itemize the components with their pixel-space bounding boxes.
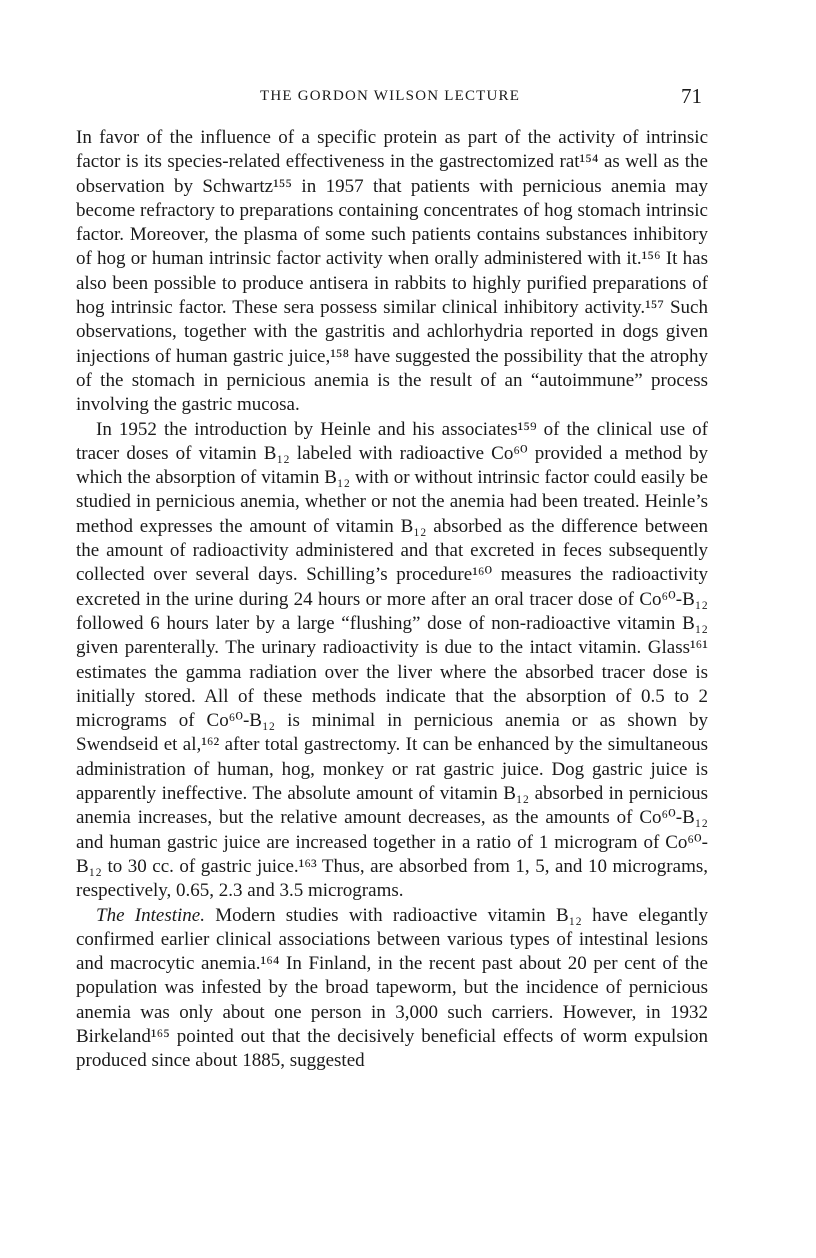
paragraph-intrinsic-factor: In favor of the influence of a specific protein as part of the activity of intrinsic factor is its species-related effectiveness in the gastrectomized rat¹⁵⁴ as well as the observation by Schwartz¹⁵⁵ in 1957 that patients with pernicious anemia may become refractory to preparations containing concentrates of hog stomach intrinsic factor. Moreover, the plasma of some such patients contains substances inhibitory of hog or human intrinsic factor activity when orally administered with it.¹⁵⁶ It has also been possible to produce antisera in rabbits to highly purified preparations of hog intrinsic factor. These sera possess similar clinical inhibitory activity.¹⁵⁷ Such observations, together with the gastritis and achlorhydria reported in dogs given injections of human gastric juice,¹⁵⁸ have suggested the possibility that the atrophy of the stomach in pernicious anemia is the result of an “autoimmune” process involving the gastric mucosa. (76, 127, 708, 416)
paragraph-intestine (76, 904, 708, 1074)
paragraph-tracer-doses: In 1952 the introduction by Heinle and his associates¹⁵⁹ of the clinical use of tracer doses of vitamin B₁₂ labeled with radioactive Co⁶⁰ provided a method by which the absorption of vitamin B₁₂ with or without intrinsic factor could easily be studied in pernicious anemia, whether or not the anemia had been treated. Heinle’s method expresses the amount of vitamin B₁₂ absorbed as the difference between the amount of radioactivity administered and that excreted in feces subsequently collected over several days. Schilling’s procedure¹⁶⁰ measures the radioactivity excreted in the urine during 24 hours or more after an oral tracer dose of Co⁶⁰-B₁₂ followed 6 hours later by a large “flushing” dose of non-radioactive vitamin B₁₂ given parenterally. The urinary radioactivity is due to the intact vitamin. Glass¹⁶¹ estimates the gamma radiation over the liver where the absorbed tracer dose is initially stored. All of these methods indicate that the absorption of 0.5 to 2 micrograms of Co⁶⁰-B₁₂ is minimal in pernicious anemia or as shown by Swendseid et al,¹⁶² after total gastrectomy. It can be enhanced by the simultaneous administration of human, hog, monkey or rat gastric juice. Dog gastric juice is apparently ineffective. The absolute amount of vitamin B₁₂ absorbed in pernicious anemia increases, but the relative amount decreases, as the amounts of Co⁶⁰-B₁₂ and human gastric juice are increased together in a ratio of 1 microgram of Co⁶⁰-B₁₂ to 30 cc. of gastric juice.¹⁶³ Thus, are absorbed from 1, 5, and 10 micrograms, respectively, 0.65, 2.3 and 3.5 micrograms. (76, 418, 708, 902)
page-number: 71 (681, 84, 702, 108)
body-text (76, 126, 708, 1074)
section-heading-intestine: The Intestine. (96, 904, 205, 926)
paragraph-intestine-text: Modern studies with radioactive vitamin B₁₂ have elegantly confirmed earlier clinical associations between various types of intestinal lesions and macrocytic anemia.¹⁶⁴ In Finland, in the recent past about 20 per cent of the population was infested by the broad tapeworm, but the incidence of pernicious anemia was only about one person in 3,000 such carriers. However, in 1932 Birkeland¹⁶⁵ pointed out that the decisively beneficial effects of worm expulsion produced since about 1885, suggested (76, 904, 708, 1072)
running-title: THE GORDON WILSON LECTURE (260, 88, 521, 104)
